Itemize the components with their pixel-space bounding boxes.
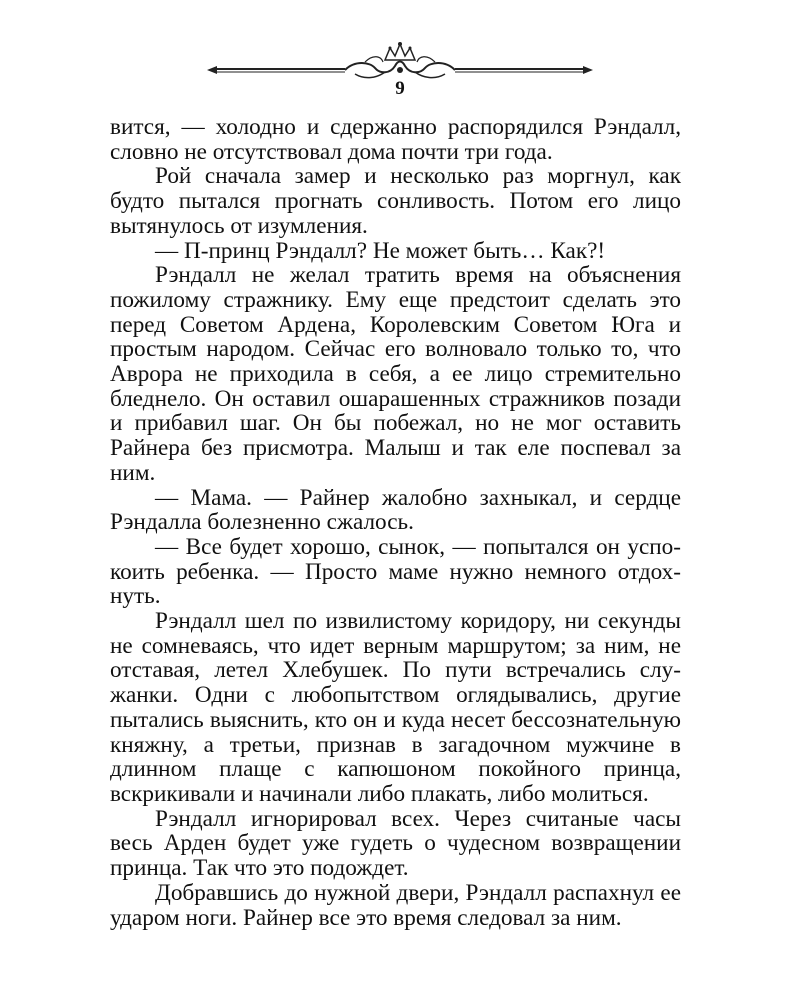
paragraph: — П-принц Рэндалл? Не может быть… Как?! [155,237,606,264]
paragraph: — Мама. — Райнер жалобно захныкал, и сердце Рэндалла болезненно сжалось. [110,484,681,536]
paragraph: Рэндалл шел по извилистому коридору, ни секунды не сомневаясь, что идет верным маршрутом; за ним, не отставая, летел Хлебушек. По пути встречались служанки. Одни с любопытством оглядывались, другие пытались выяснить, кто он и куда несет бессознательную княжну, а третьи, признав в загадочном мужчине в длинном плаще с капюшоном покойного принца, вскрикивали и начинали либо плакать, либо молиться. [110,608,681,807]
paragraph: Рэндалл не желал тратить время на объяснения пожилому стражнику. Ему еще предстоит сделать это перед Советом Ардена, Королевским Советом Юга и простым народом. Сейчас его волновало только то, что Аврора не приходила в себя, а ее лицо стремительно бледнело. Он оставил ошарашенных стражников позади и прибавил шаг. Он бы побежал, но не мог оставить Райнера без присмотра. Малыш и так еле поспевал за ним. [110,262,681,486]
paragraph: — Все будет хорошо, сынок, — попытался он успокоить ребенка. — Просто маме нужно немного отдохнуть. [110,533,681,610]
paragraph: Добравшись до нужной двери, Рэндалл распахнул ее ударом ноги. Райнер все это время следовал за ним. [110,879,681,931]
page-number: 9 [395,78,405,99]
paragraph: Рой сначала замер и несколько раз моргнул, как будто пытался прогнать сонливость. Потом его лицо вытянулось от изумления. [110,163,681,239]
paragraph: Рэндалл игнорировал всех. Через считаные часы весь Арден будет уже гудеть о чудесном возвращении принца. Так что это подождет. [110,805,681,882]
paragraph: вится, — холодно и сдержанно распорядился Рэндалл, словно не отсутствовал дома почти три года. [110,114,681,165]
body-text [110,115,681,930]
